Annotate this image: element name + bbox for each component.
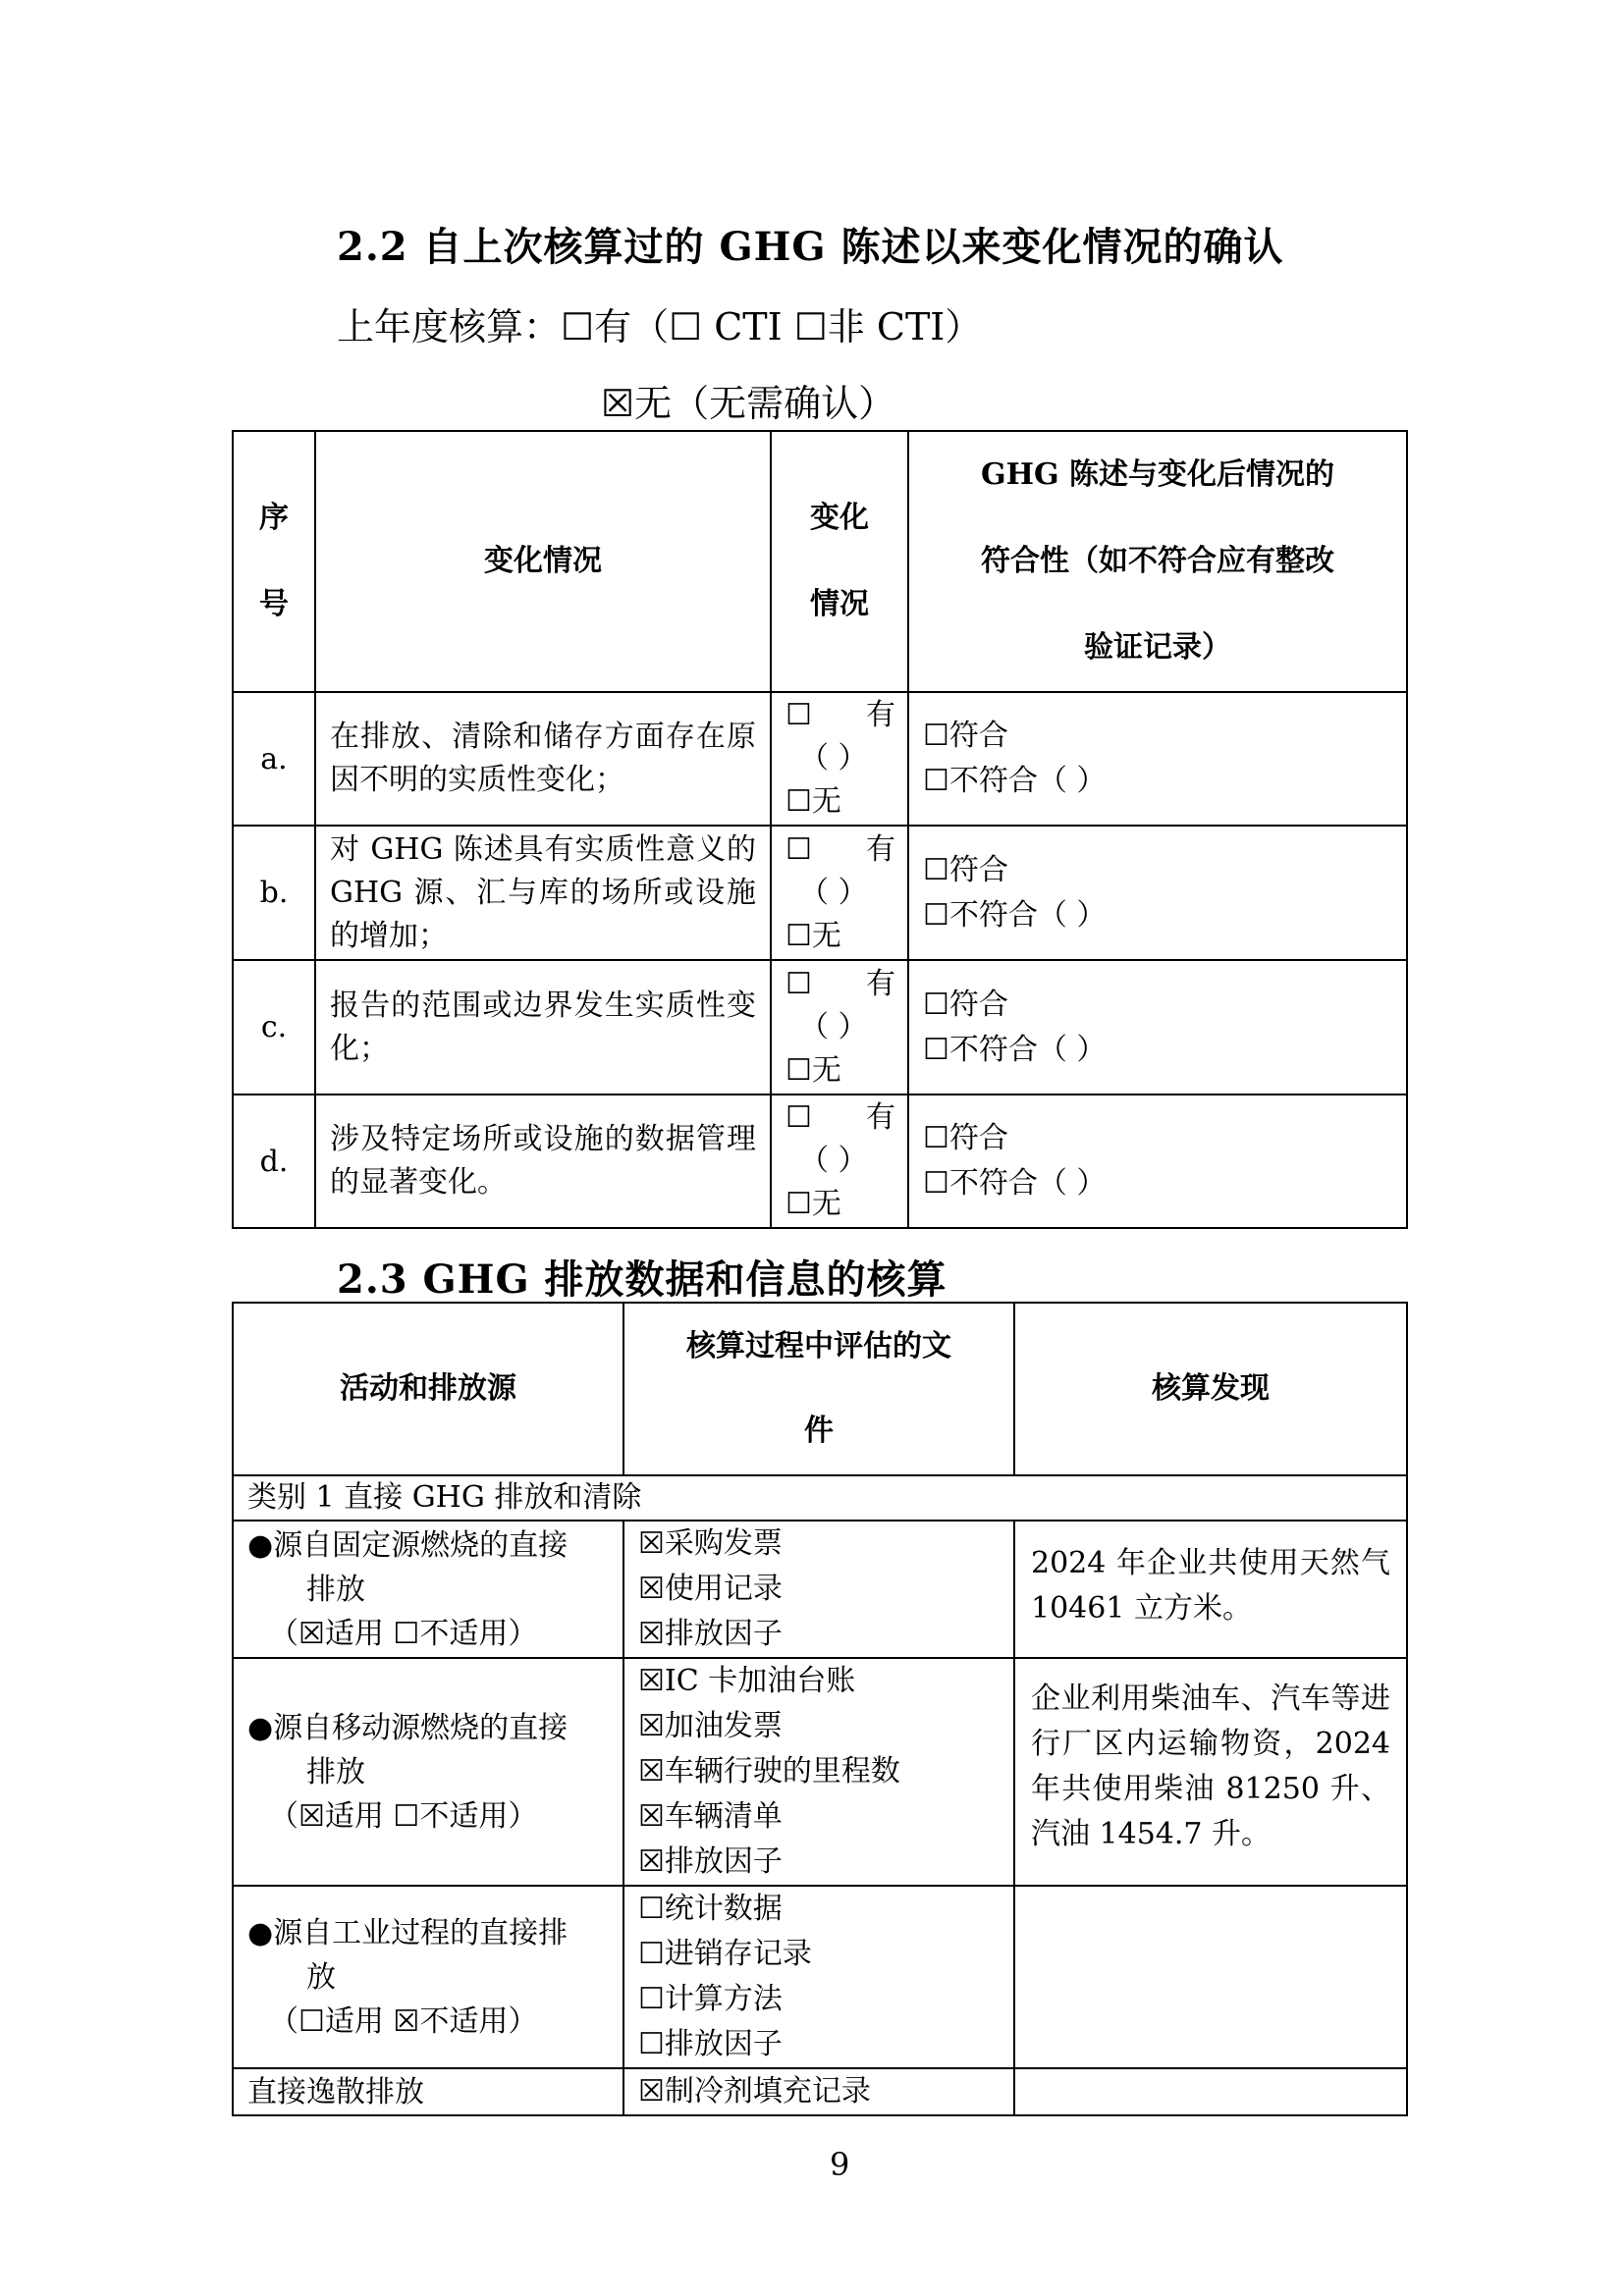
header-seq: 序号	[233, 431, 315, 692]
document-checkbox[interactable]: ☐计算方法	[638, 1982, 783, 2016]
finding-text	[1014, 2068, 1407, 2115]
row-description: 在排放、清除和储存方面存在原因不明的实质性变化；	[315, 692, 771, 826]
conform-checkbox[interactable]: ☐符合	[923, 1121, 1008, 1155]
table-row	[233, 1886, 1407, 2068]
row-change-status: ☐ 有 （ ） ☐无	[771, 960, 908, 1095]
header-documents: 核算过程中评估的文 件	[623, 1303, 1014, 1475]
evaluated-documents	[623, 2068, 1014, 2115]
document-checkbox[interactable]: ☐进销存记录	[638, 1937, 812, 1971]
row-conformity	[908, 1095, 1407, 1228]
emission-source: 直接逸散排放	[233, 2068, 623, 2115]
header-findings: 核算发现	[1014, 1303, 1407, 1475]
finding-text: 2024 年企业共使用天然气 10461 立方米。	[1014, 1521, 1407, 1658]
header-change-status: 变化情况	[771, 431, 908, 692]
emission-source: ●源自工业过程的直接排 放 （☐适用 ☒不适用）	[233, 1886, 623, 2068]
emission-data-table	[232, 1302, 1408, 2116]
table-row	[233, 2068, 1407, 2115]
table-row	[233, 960, 1407, 1095]
nonconform-checkbox[interactable]: ☐不符合（ ）	[923, 1032, 1107, 1067]
nonconform-checkbox[interactable]: ☐不符合（ ）	[923, 764, 1107, 798]
row-description: 对 GHG 陈述具有实质性意义的 GHG 源、汇与库的场所或设施的增加；	[315, 826, 771, 960]
conform-checkbox[interactable]: ☐符合	[923, 987, 1008, 1022]
change-confirmation-table	[232, 430, 1408, 1229]
conform-checkbox[interactable]: ☐符合	[923, 719, 1008, 753]
table-header-row	[233, 431, 1407, 692]
table-row	[233, 692, 1407, 826]
header-source: 活动和排放源	[233, 1303, 623, 1475]
nonconform-checkbox[interactable]: ☐不符合（ ）	[923, 1166, 1107, 1201]
document-checkbox[interactable]: ☒采购发票	[638, 1526, 783, 1561]
previous-year-accounting-line: 上年度核算：☐有（☐ CTI ☐非 CTI）	[337, 305, 983, 348]
document-checkbox[interactable]: ☒车辆清单	[638, 1799, 783, 1834]
row-conformity	[908, 826, 1407, 960]
document-checkbox[interactable]: ☒制冷剂填充记录	[638, 2074, 871, 2109]
row-change-status: ☐ 有 （ ） ☐无	[771, 692, 908, 826]
row-number: d.	[233, 1095, 315, 1228]
document-checkbox[interactable]: ☒IC 卡加油台账	[638, 1664, 856, 1698]
applicability-checkbox[interactable]: （☒适用 ☐不适用）	[269, 1798, 538, 1834]
row-number: c.	[233, 960, 315, 1095]
row-number: a.	[233, 692, 315, 826]
finding-text: 企业利用柴油车、汽车等进行厂区内运输物资，2024 年共使用柴油 81250 升、汽油 1454.7 升。	[1014, 1658, 1407, 1886]
applicability-checkbox[interactable]: （☒适用 ☐不适用）	[269, 1616, 538, 1651]
has-change-checkbox[interactable]: ☐	[785, 831, 812, 867]
applicability-checkbox[interactable]: （☐适用 ☒不适用）	[269, 2003, 538, 2039]
finding-text	[1014, 1886, 1407, 2068]
no-change-checkbox[interactable]: ☐无	[785, 784, 841, 819]
no-change-checkbox[interactable]: ☐无	[785, 1052, 841, 1088]
emission-source: ●源自固定源燃烧的直接 排放 （☒适用 ☐不适用）	[233, 1521, 623, 1658]
document-checkbox[interactable]: ☐统计数据	[638, 1892, 783, 1926]
table-header-row	[233, 1303, 1407, 1475]
no-change-checkbox[interactable]: ☐无	[785, 918, 841, 953]
evaluated-documents	[623, 1658, 1014, 1886]
nonconform-checkbox[interactable]: ☐不符合（ ）	[923, 897, 1107, 933]
document-checkbox[interactable]: ☒加油发票	[638, 1709, 783, 1743]
no-change-checkbox[interactable]: ☐无	[785, 1187, 841, 1221]
category-1-label: 类别 1 直接 GHG 排放和清除	[233, 1475, 1407, 1521]
table-row	[233, 1095, 1407, 1228]
category-row	[233, 1475, 1407, 1521]
row-conformity	[908, 692, 1407, 826]
document-checkbox[interactable]: ☒排放因子	[638, 1844, 783, 1879]
no-confirmation-line: ☒无（无需确认）	[601, 382, 896, 425]
row-number: b.	[233, 826, 315, 960]
header-conformity: GHG 陈述与变化后情况的 符合性（如不符合应有整改 验证记录）	[908, 431, 1407, 692]
emission-source: ●源自移动源燃烧的直接 排放 （☒适用 ☐不适用）	[233, 1658, 623, 1886]
page-number: 9	[830, 2146, 850, 2183]
row-description: 涉及特定场所或设施的数据管理的显著变化。	[315, 1095, 771, 1228]
row-description: 报告的范围或边界发生实质性变化；	[315, 960, 771, 1095]
row-change-status: ☐ 有 （ ） ☐无	[771, 1095, 908, 1228]
section-2-3-heading: 2.3 GHG 排放数据和信息的核算	[337, 1256, 947, 1303]
has-change-checkbox[interactable]: ☐	[785, 1100, 812, 1135]
document-checkbox[interactable]: ☒车辆行驶的里程数	[638, 1754, 900, 1789]
table-row	[233, 1521, 1407, 1658]
document-checkbox[interactable]: ☐排放因子	[638, 2027, 783, 2061]
conform-checkbox[interactable]: ☐符合	[923, 852, 1008, 887]
document-checkbox[interactable]: ☒使用记录	[638, 1572, 783, 1606]
header-change: 变化情况	[315, 431, 771, 692]
row-change-status: ☐ 有 （ ） ☐无	[771, 826, 908, 960]
evaluated-documents	[623, 1521, 1014, 1658]
section-2-2-heading: 2.2 自上次核算过的 GHG 陈述以来变化情况的确认	[337, 224, 1284, 270]
has-change-checkbox[interactable]: ☐	[785, 966, 812, 1001]
has-change-checkbox[interactable]: ☐	[785, 698, 812, 732]
row-conformity	[908, 960, 1407, 1095]
evaluated-documents	[623, 1886, 1014, 2068]
table-row	[233, 826, 1407, 960]
table-row	[233, 1658, 1407, 1886]
document-checkbox[interactable]: ☒排放因子	[638, 1617, 783, 1651]
